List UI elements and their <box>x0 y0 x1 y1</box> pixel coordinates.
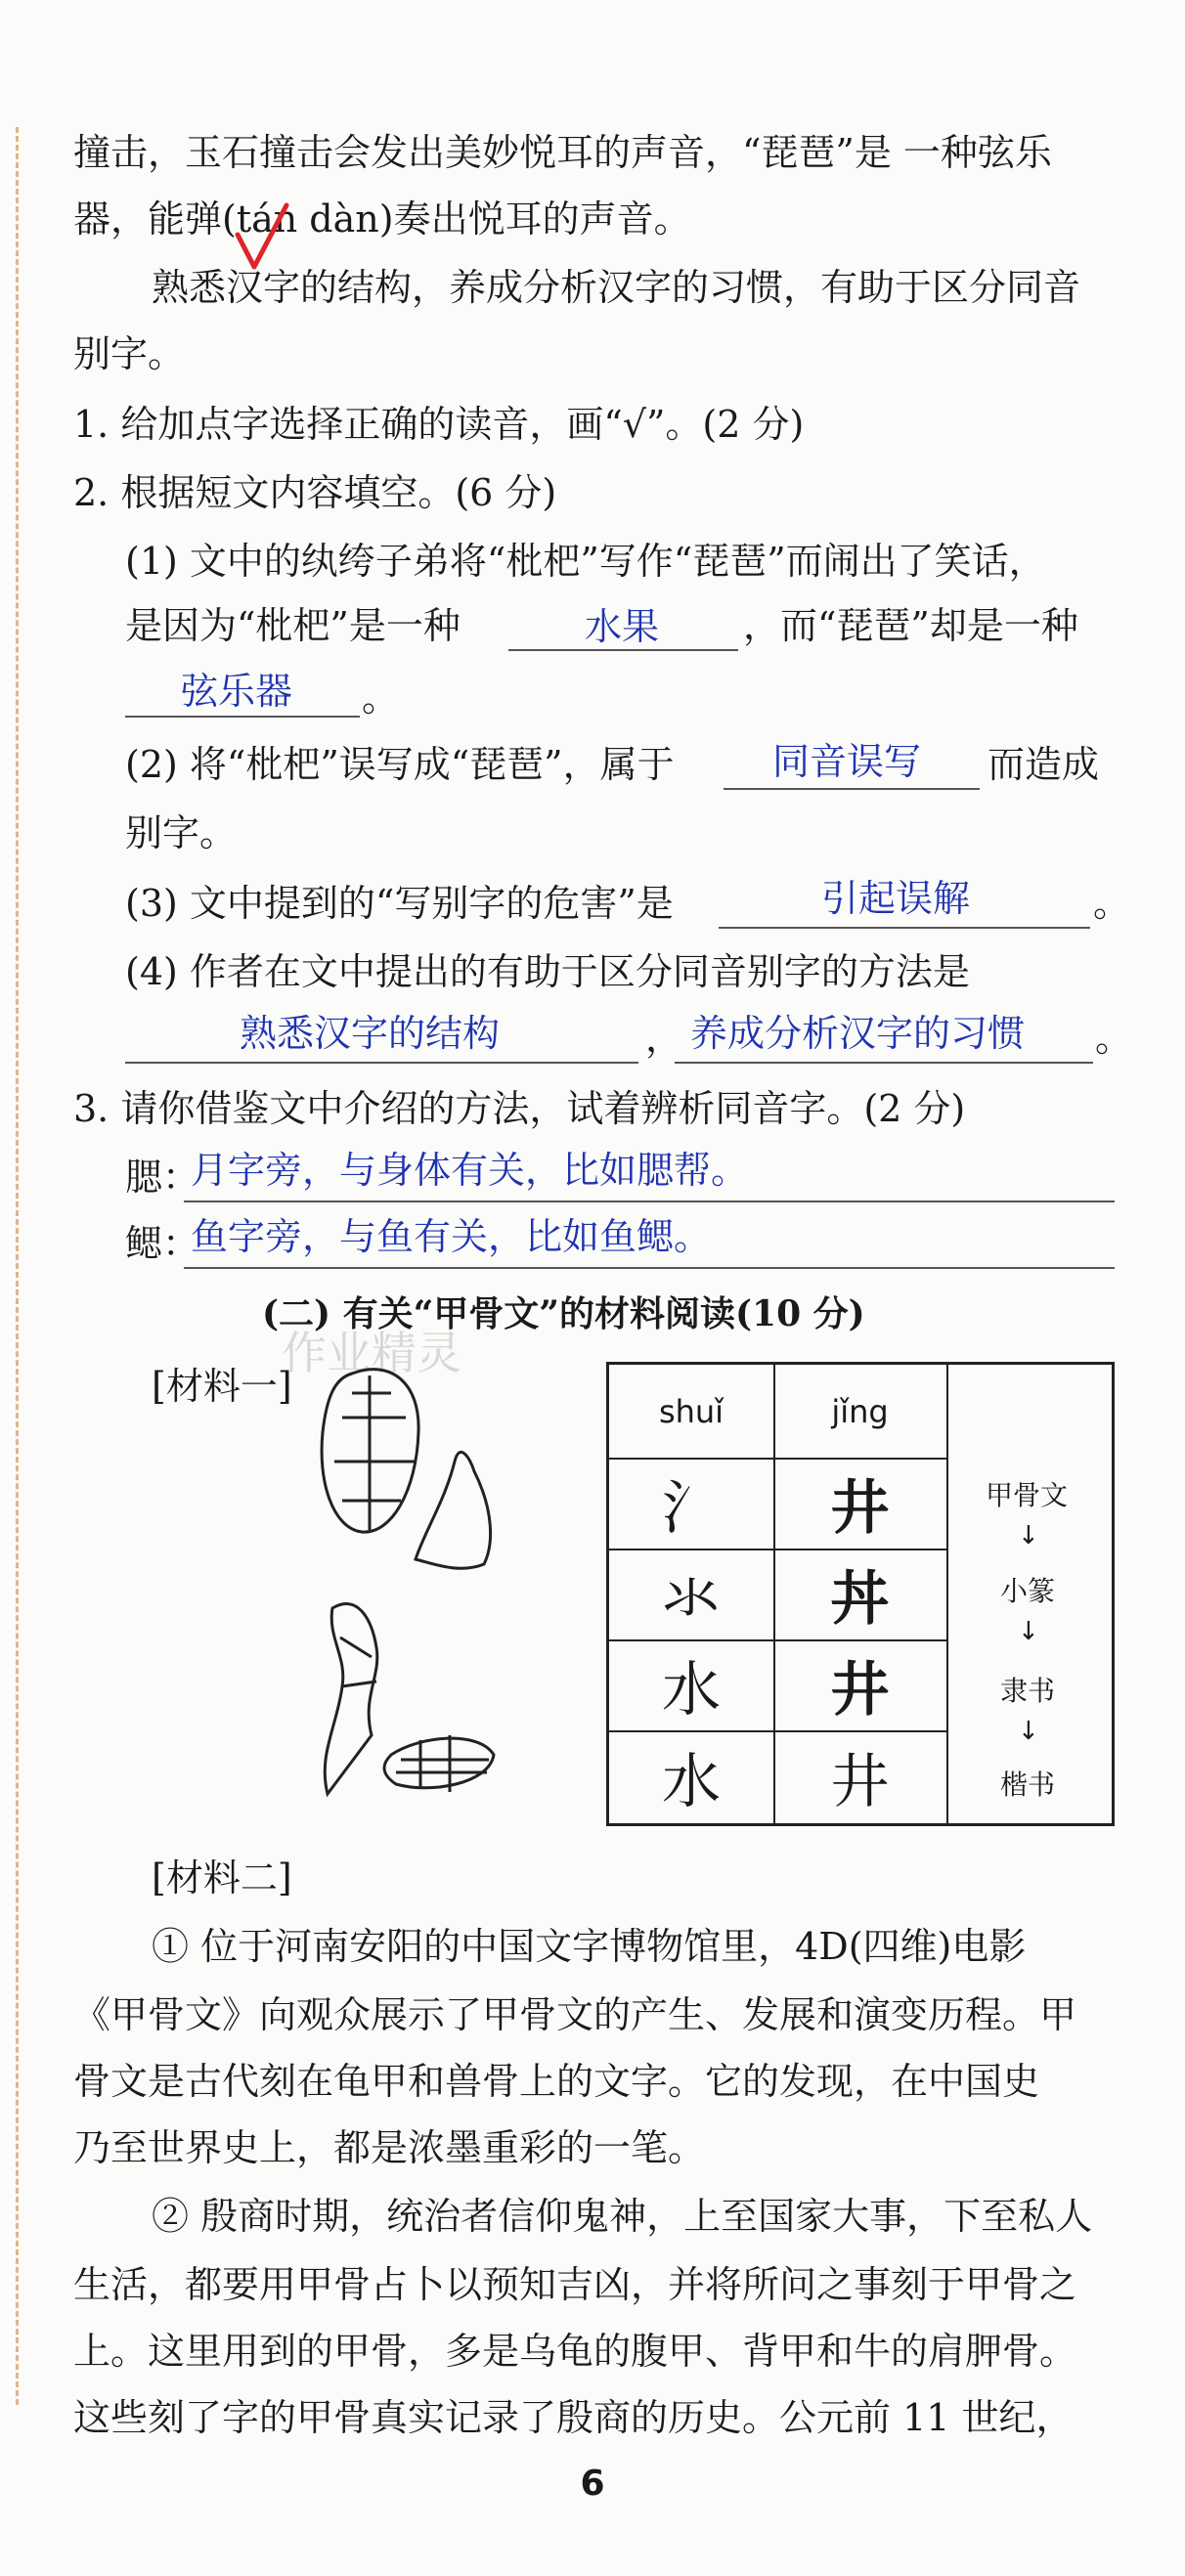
punctuation: 。 <box>362 677 400 720</box>
answer-handwriting: 同音误写 <box>772 740 922 783</box>
answer-handwriting: 弦乐器 <box>181 670 293 713</box>
material-1-label: [材料一] <box>152 1365 292 1408</box>
arrow-down-icon: ↓ <box>1018 1717 1039 1746</box>
section-title: (二) 有关“甲骨文”的材料阅读(10 分) <box>262 1293 865 1334</box>
paragraph-line: 生活，都要用甲骨占卜以预知吉凶，并将所问之事刻于甲骨之 <box>73 2263 1077 2306</box>
question-2: 2. 根据短文内容填空。(6 分) <box>73 471 557 514</box>
pinyin-header: shuǐ <box>658 1392 724 1430</box>
paragraph-line: ① 位于河南安阳的中国文字博物馆里，4D(四维)电影 <box>152 1925 1027 1968</box>
paragraph-line: 上。这里用到的甲骨，多是乌龟的腹甲、背甲和牛的肩胛骨。 <box>73 2330 1077 2373</box>
question-2-2: (2) 将“枇杷”误写成“琵琶”，属于 <box>125 743 675 786</box>
question-2-1: (1) 文中的纨绔子弟将“枇杷”写作“琵琶”而闹出了笑话， <box>125 540 1046 583</box>
arrow-down-icon: ↓ <box>1018 1521 1039 1550</box>
paragraph-line: 《甲骨文》向观众展示了甲骨文的产生、发展和演变历程。甲 <box>73 1993 1077 2036</box>
glyph-regular-jing: 井 <box>830 1747 890 1816</box>
answer-blank[interactable] <box>675 1062 1093 1064</box>
answer-blank[interactable] <box>125 1062 638 1064</box>
script-evolution-table <box>606 1362 1115 1826</box>
watermark: 作业精灵 <box>282 1327 461 1379</box>
glyph-oracle-shui: 氵 <box>662 1473 721 1543</box>
answer-handwriting: 熟悉汉字的结构 <box>240 1012 501 1055</box>
material-2-label: [材料二] <box>152 1856 292 1899</box>
question-2-2-text: 别字。 <box>125 811 238 854</box>
question-2-1-text: 是因为“枇杷”是一种 <box>125 604 461 647</box>
passage-line: 器，能弹(tán dàn)奏出悦耳的声音。 <box>73 197 691 240</box>
answer-blank[interactable] <box>184 1267 1115 1269</box>
punctuation: ， <box>645 1017 683 1060</box>
char-label: 鳃： <box>125 1222 200 1265</box>
answer-blank[interactable] <box>125 716 360 718</box>
stage-label: 隶书 <box>1000 1675 1056 1707</box>
paragraph-line: 乃至世界史上，都是浓墨重彩的一笔。 <box>73 2126 706 2169</box>
glyph-clerical-shui: 水 <box>662 1655 721 1725</box>
char-label: 腮： <box>125 1156 200 1199</box>
glyph-oracle-jing: 井 <box>830 1473 890 1543</box>
glyph-regular-shui: 水 <box>662 1747 721 1816</box>
passage-line: 别字。 <box>73 332 186 375</box>
answer-blank[interactable] <box>724 788 980 790</box>
answer-blank[interactable] <box>719 927 1090 929</box>
stage-label: 甲骨文 <box>986 1479 1069 1511</box>
answer-handwriting: 水果 <box>585 605 660 648</box>
pinyin-header: jǐng <box>831 1392 889 1430</box>
punctuation: 。 <box>1093 882 1131 925</box>
passage-line: 熟悉汉字的结构，养成分析汉字的习惯，有助于区分同音 <box>152 266 1081 309</box>
answer-blank[interactable] <box>184 1201 1115 1202</box>
glyph-seal-jing: 丼 <box>830 1564 890 1634</box>
passage-line: 撞击，玉石撞击会发出美妙悦耳的声音，“琵琶”是 一种弦乐 <box>73 131 1052 174</box>
question-2-3: (3) 文中提到的“写别字的危害”是 <box>125 882 674 925</box>
question-2-2-text: 而造成 <box>988 743 1100 786</box>
glyph-seal-shui: 氺 <box>662 1564 721 1634</box>
question-1: 1. 给加点字选择正确的读音，画“√”。(2 分) <box>73 403 805 446</box>
paragraph-line: 这些刻了字的甲骨真实记录了殷商的历史。公元前 11 世纪， <box>73 2396 1074 2439</box>
question-2-4: (4) 作者在文中提出的有助于区分同音别字的方法是 <box>125 950 970 993</box>
answer-handwriting: 月字旁，与身体有关，比如腮帮。 <box>191 1149 749 1192</box>
arrow-down-icon: ↓ <box>1018 1617 1039 1646</box>
paragraph-line: 骨文是古代刻在龟甲和兽骨上的文字。它的发现，在中国史 <box>73 2060 1040 2103</box>
oracle-bone-illustration <box>313 1364 577 1813</box>
glyph-clerical-jing: 井 <box>830 1655 890 1725</box>
paragraph-line: ② 殷商时期，统治者信仰鬼神，上至国家大事，下至私人 <box>152 2195 1093 2238</box>
answer-handwriting: 养成分析汉字的习惯 <box>690 1012 1026 1055</box>
margin-dashed-line <box>16 127 19 2405</box>
question-3: 3. 请你借鉴文中介绍的方法，试着辨析同音字。(2 分) <box>73 1087 966 1130</box>
answer-handwriting: 鱼字旁，与鱼有关，比如鱼鳃。 <box>191 1215 712 1258</box>
page-number: 6 <box>580 2464 605 2504</box>
answer-handwriting: 引起误解 <box>821 877 971 920</box>
stage-label: 小篆 <box>1000 1575 1056 1607</box>
stage-label: 楷书 <box>1000 1768 1056 1801</box>
question-2-1-text: ，而“琵琶”却是一种 <box>743 604 1078 647</box>
punctuation: 。 <box>1095 1017 1133 1060</box>
